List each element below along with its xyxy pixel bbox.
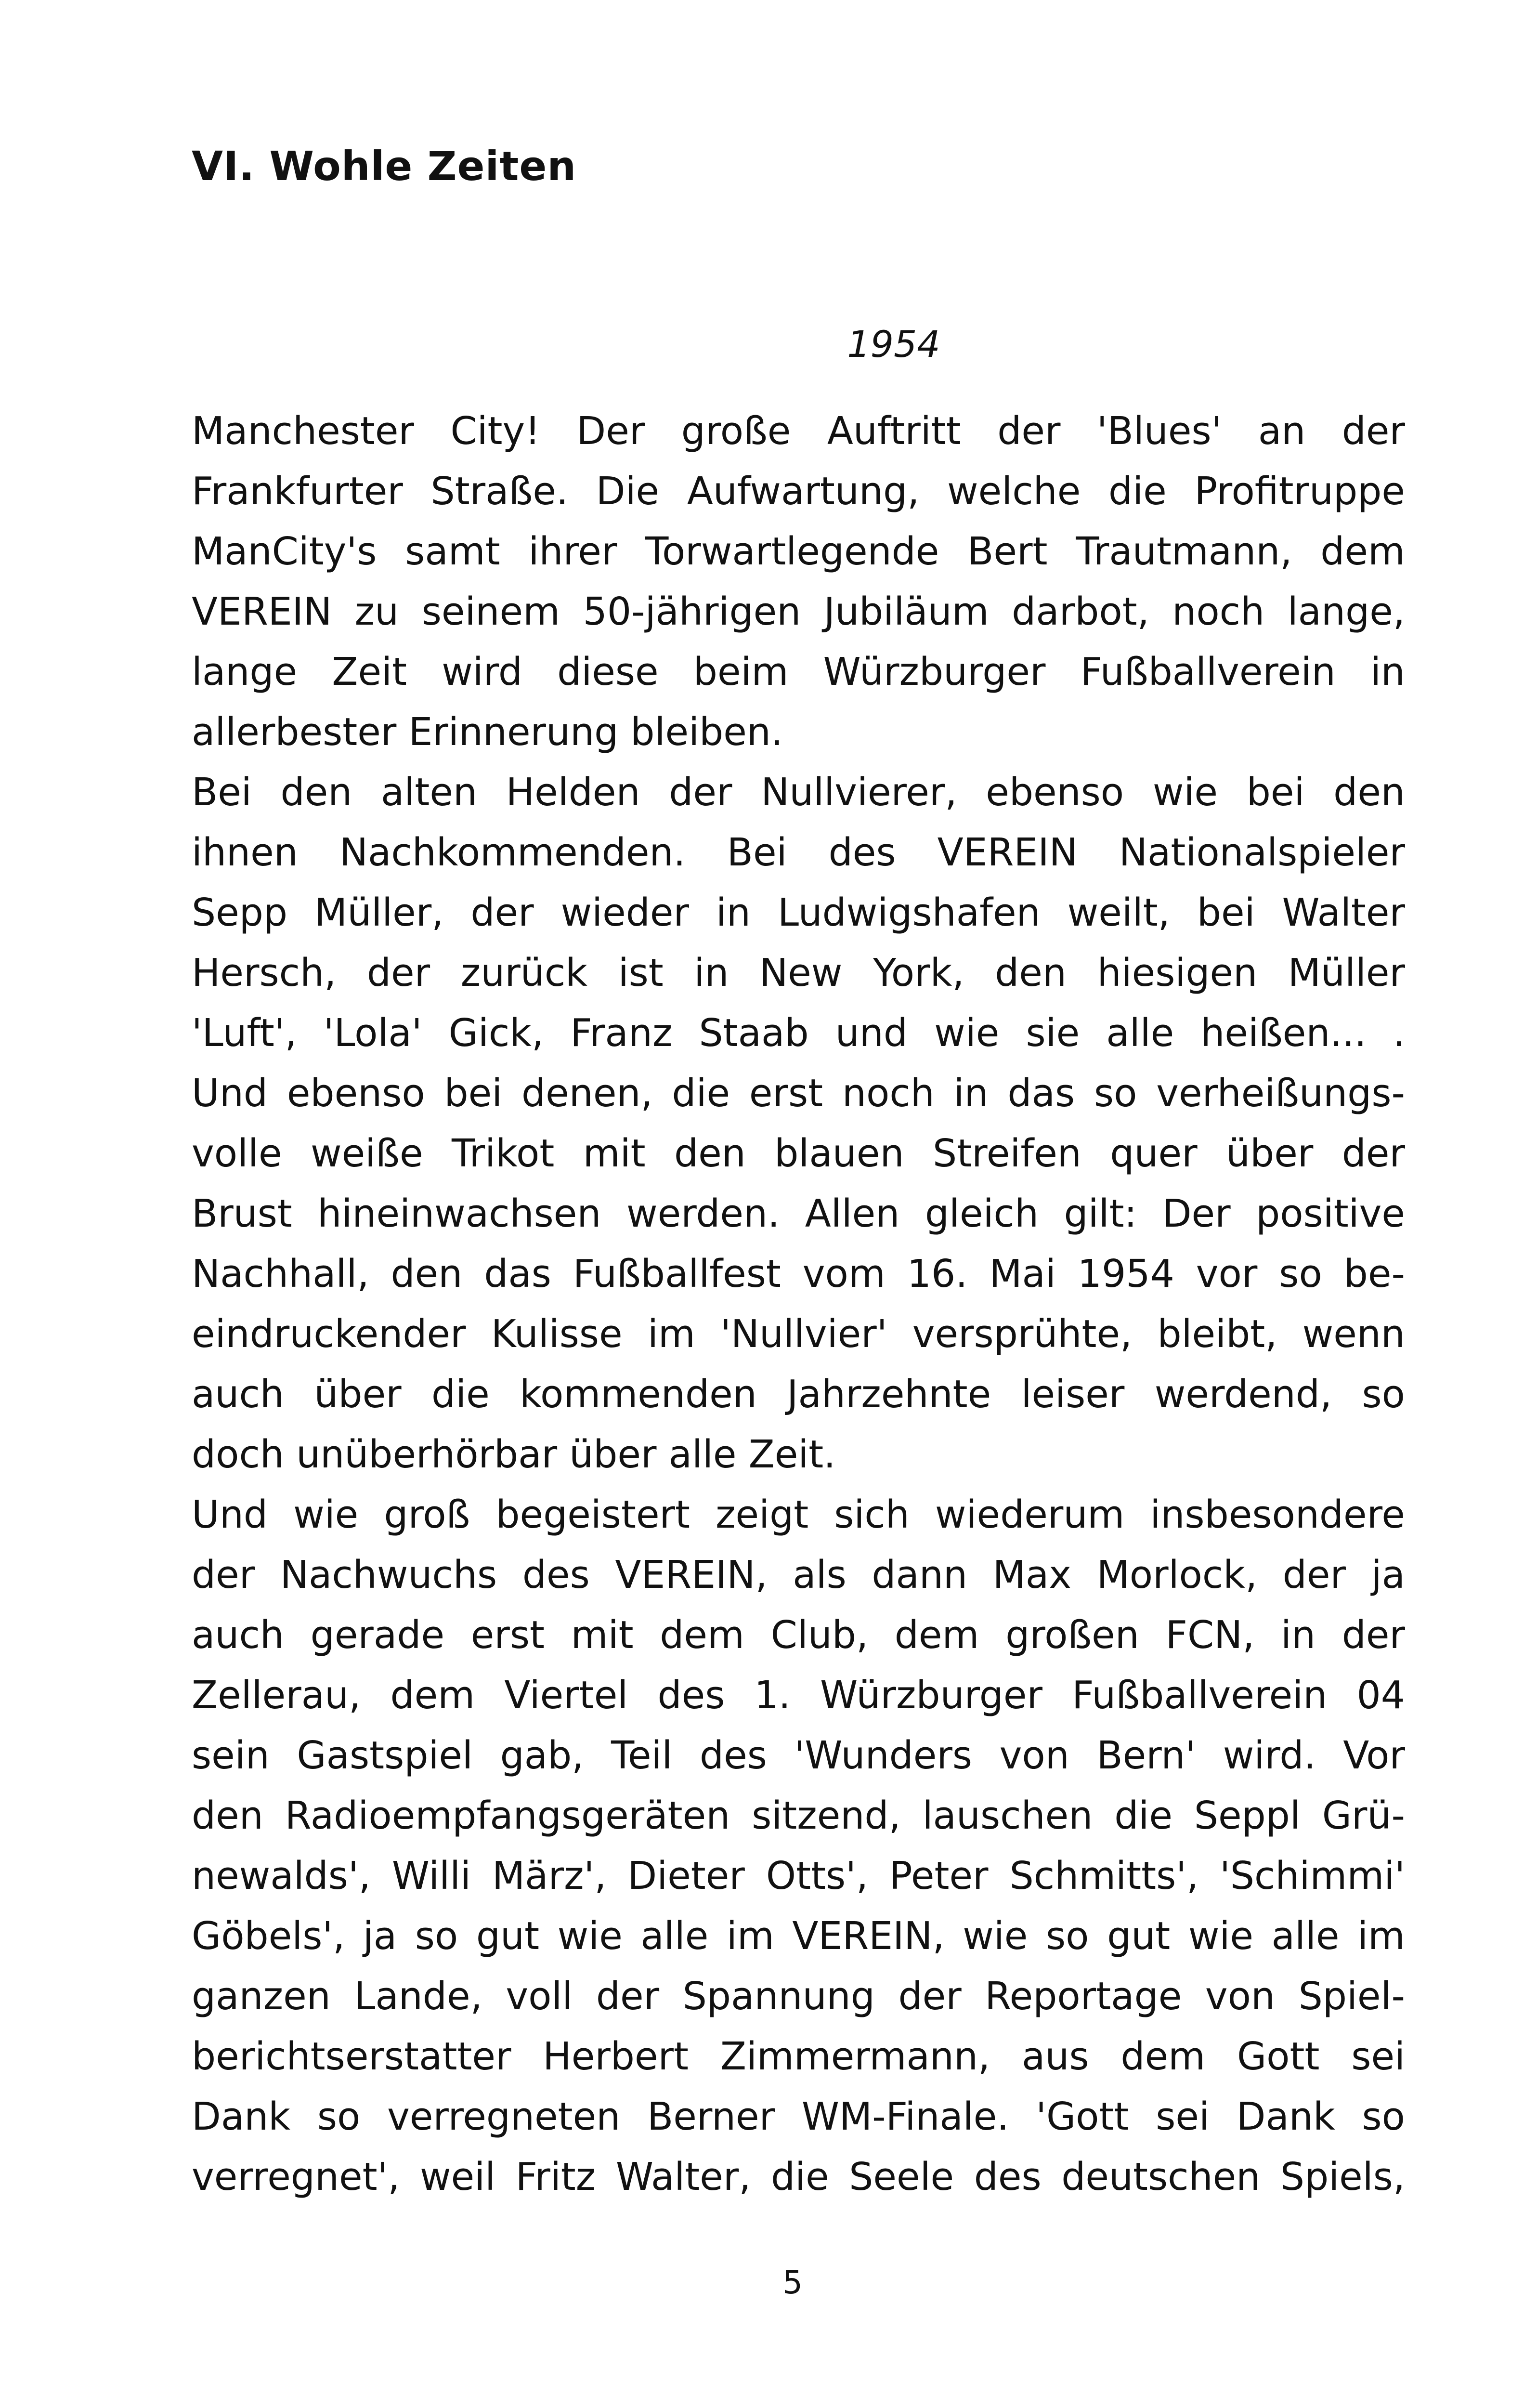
chapter-heading: VI. Wohle Zeiten [192, 143, 577, 190]
text-line: Zellerau, dem Viertel des 1. Würzburger Fußballverein 04 [192, 1673, 1405, 1717]
page-number: 5 [782, 2264, 803, 2301]
text-line: Göbels', ja so gut wie alle im VEREIN, wie so gut wie alle im [192, 1914, 1405, 1958]
text-line: den Radioempfangsgeräten sitzend, lauschen die Seppl Grü- [192, 1793, 1405, 1838]
text-line: 'Luft', 'Lola' Gick, Franz Staab und wie sie alle heißen... . [192, 1011, 1405, 1055]
text-line: lange Zeit wird diese beim Würzburger Fußballverein in [192, 650, 1405, 694]
text-line: Nachhall, den das Fußballfest vom 16. Mai 1954 vor so be- [192, 1252, 1405, 1296]
text-line: der Nachwuchs des VEREIN, als dann Max Morlock, der ja [192, 1553, 1405, 1597]
text-line: ManCity's samt ihrer Torwartlegende Bert Trautmann, dem [192, 529, 1405, 574]
text-line: auch gerade erst mit dem Club, dem großen FCN, in der [192, 1613, 1405, 1657]
text-line: verregnet', weil Fritz Walter, die Seele des deutschen Spiels, [192, 2155, 1405, 2199]
text-line: eindruckender Kulisse im 'Nullvier' versprühte, bleibt, wenn [192, 1312, 1405, 1356]
text-line: Bei den alten Helden der Nullvierer, ebenso wie bei den [192, 770, 1405, 814]
text-line: Dank so verregneten Berner WM-Finale. 'Gott sei Dank so [192, 2094, 1405, 2139]
text-line: Und ebenso bei denen, die erst noch in das so verheißungs- [192, 1071, 1405, 1115]
text-line: doch unüberhörbar über alle Zeit. [192, 1432, 836, 1477]
text-line: Manchester City! Der große Auftritt der 'Blues' an der [192, 409, 1405, 453]
text-line: VEREIN zu seinem 50-jährigen Jubiläum darbot, noch lange, [192, 589, 1405, 634]
text-line: Hersch, der zurück ist in New York, den hiesigen Müller [192, 951, 1405, 995]
section-year: 1954 [847, 323, 940, 366]
text-line: berichtserstatter Herbert Zimmermann, aus dem Gott sei [192, 2034, 1405, 2079]
text-line: volle weiße Trikot mit den blauen Streifen quer über der [192, 1131, 1405, 1176]
text-line: ihnen Nachkommenden. Bei des VEREIN Nationalspieler [192, 830, 1405, 875]
text-line: auch über die kommenden Jahrzehnte leiser werdend, so [192, 1372, 1405, 1416]
text-line: allerbester Erinnerung bleiben. [192, 710, 783, 754]
text-line: Brust hineinwachsen werden. Allen gleich gilt: Der positive [192, 1191, 1405, 1236]
text-line: newalds', Willi März', Dieter Otts', Peter Schmitts', 'Schimmi' [192, 1854, 1405, 1898]
text-line: sein Gastspiel gab, Teil des 'Wunders von Bern' wird. Vor [192, 1733, 1405, 1778]
text-line: ganzen Lande, voll der Spannung der Reportage von Spiel- [192, 1974, 1405, 2018]
text-line: Und wie groß begeistert zeigt sich wiederum insbesondere [192, 1492, 1405, 1537]
body-text [192, 401, 1405, 2207]
text-line: Sepp Müller, der wieder in Ludwigshafen weilt, bei Walter [192, 890, 1405, 935]
text-line: Frankfurter Straße. Die Aufwartung, welche die Profitruppe [192, 469, 1405, 513]
